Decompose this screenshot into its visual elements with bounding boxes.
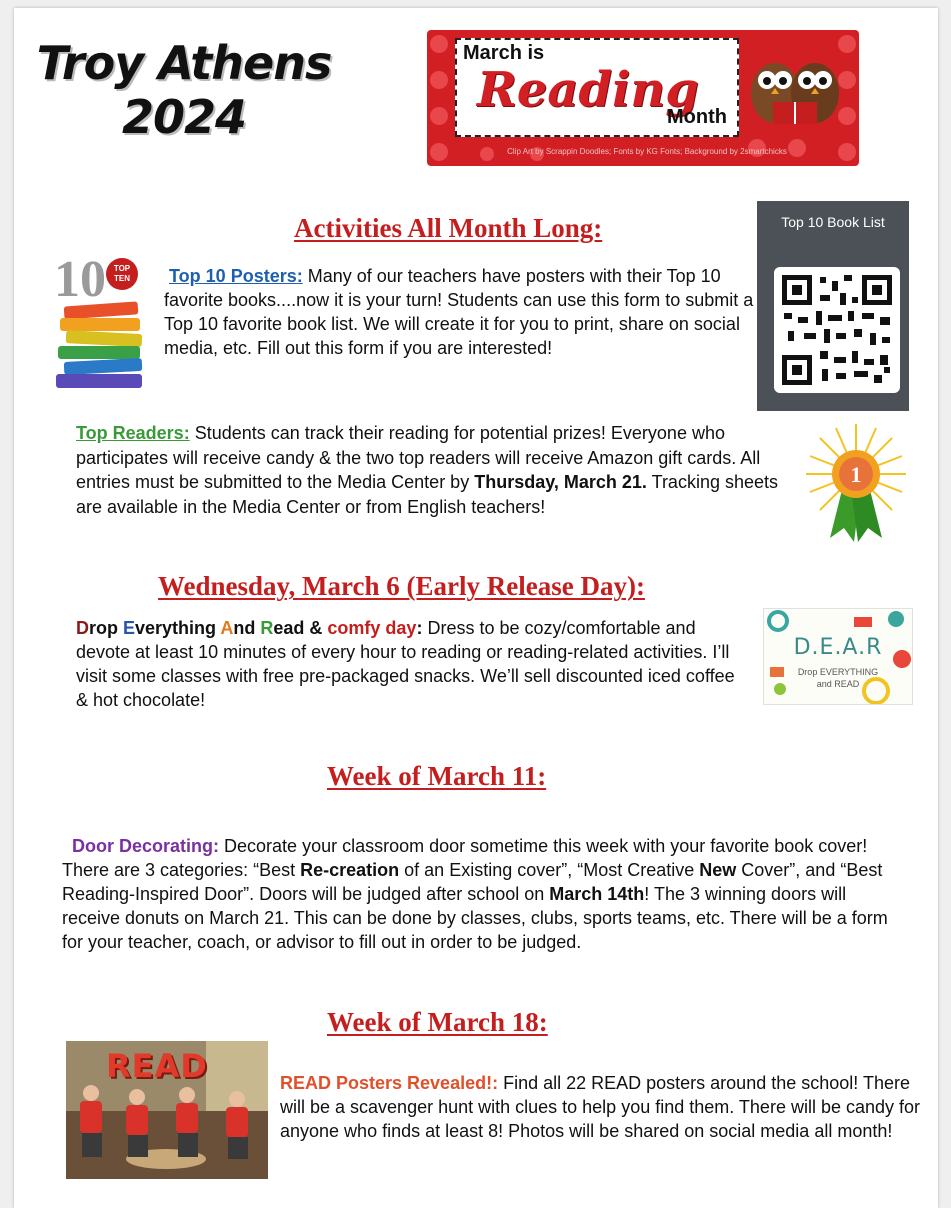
heading-activities: Activities All Month Long: — [294, 213, 603, 243]
banner-credits: Clip Art by Scrappin Doodles; Fonts by KG Fonts; Background by 2smartchicks — [507, 147, 787, 156]
door-decorating-paragraph — [62, 834, 907, 954]
door-bold-new: New — [699, 860, 737, 880]
dear-paragraph — [76, 616, 746, 712]
owls-icon — [745, 48, 845, 134]
readers-text1: Students can track their reading for potential prizes! Everyone who participates will receive candy & the two top readers will receive Amazon gift cards. All entries must be submitted to the Media Center by — [76, 423, 761, 492]
dear-logo-text: D.E.A.R — [793, 635, 883, 660]
read-photo — [66, 1041, 268, 1179]
dear-word-drop: rop — [89, 618, 123, 638]
dear-letter-r: R — [260, 618, 274, 638]
dear-letter-d: D — [76, 618, 89, 638]
flyer-page — [14, 8, 938, 1208]
svg-text:TEN: TEN — [114, 274, 130, 283]
top-ten-number: 10 — [54, 251, 106, 308]
dear-letter-e: E — [123, 618, 136, 638]
door-text-2: of an Existing cover”, “Most Creative — [399, 860, 700, 880]
heading-wednesday: Wednesday, March 6 (Early Release Day): — [158, 571, 645, 601]
award-ribbon-icon — [800, 420, 912, 548]
readers-paragraph — [76, 421, 806, 519]
read-posters-paragraph — [280, 1071, 920, 1143]
dear-colon: : — [416, 618, 423, 638]
qr-code[interactable] — [774, 267, 900, 393]
svg-text:TOP: TOP — [113, 264, 131, 273]
heading-week-18: Week of March 18: — [327, 1007, 548, 1037]
door-text-4: ! The 3 winning doors will receive donuts on March 21. This can be done by classes, clubs, sports teams, etc. There will be a form for your teacher, coach, or advisor to fill out in order to be judged. — [62, 884, 888, 952]
svg-text:1: 1 — [850, 462, 862, 487]
readers-text2: Tracking sheets are available in the Media Center or from English teachers! — [76, 472, 778, 517]
door-bold-date: March 14th — [549, 884, 645, 904]
banner-line3: Month — [667, 106, 727, 128]
banner-line1: March is — [463, 42, 545, 64]
door-decorating-label: Door Decorating: — [72, 836, 220, 856]
dear-ampersand: & — [309, 618, 328, 638]
dear-word-and: nd — [233, 618, 261, 638]
school-title — [34, 36, 334, 144]
readers-label: Top Readers: — [76, 423, 190, 443]
qr-title: Top 10 Book List — [781, 214, 885, 230]
dear-word-read: ead — [273, 618, 310, 638]
heading-week-11: Week of March 11: — [327, 761, 547, 791]
door-text-3: Cover”, and “Best Reading-Inspired Door”. Doors will be judged after school on — [62, 860, 883, 904]
dear-logo-tagline-top: Drop EVERYTHING — [797, 667, 879, 677]
school-name: Troy Athens — [36, 36, 332, 90]
top-ten-books-icon — [52, 248, 156, 394]
school-year: 2024 — [121, 90, 247, 144]
dear-word-everything: verything — [135, 618, 221, 638]
door-bold-recreation: Re-creation — [300, 860, 400, 880]
top10-text: Many of our teachers have posters with their Top 10 favorite books....now it is your turn! Students can use this form to submit a Top 10 favorite book list. We will create it for you to print, share on social media, etc. Fill out this form if you are interested! — [164, 266, 754, 358]
readers-deadline: Thursday, March 21. — [474, 472, 647, 492]
door-text-1: Decorate your classroom door sometime this week with your favorite book cover! There are 3 categories: “Best — [62, 836, 868, 880]
read-posters-label: READ Posters Revealed!: — [280, 1073, 499, 1093]
read-posters-text: Find all 22 READ posters around the school! There will be a scavenger hunt with clues to help you find them. There will be candy for anyone who finds at least 8! Photos will be shared on social media all month! — [280, 1073, 921, 1141]
banner-big-word: Reading — [477, 62, 699, 118]
qr-code-icon — [774, 267, 900, 393]
reading-month-banner — [427, 30, 859, 166]
comfy-day-label: comfy day — [327, 618, 417, 638]
dear-letter-a: A — [220, 618, 234, 638]
qr-panel — [757, 201, 909, 411]
top10-label: Top 10 Posters: — [169, 266, 303, 286]
top10-paragraph — [164, 264, 764, 360]
read-photo-sign: READ — [106, 1047, 208, 1085]
dear-logo-tagline-bottom: and READ — [816, 679, 860, 689]
dear-logo-image — [763, 608, 913, 705]
banner-frame — [455, 38, 739, 137]
dear-text: Dress to be cozy/comfortable and devote at least 10 minutes of every hour to reading or reading-related activities. I’ll visit some classes with free pre-packaged snacks. We’ll sell discounted iced coffee & hot chocolate! — [76, 618, 735, 710]
